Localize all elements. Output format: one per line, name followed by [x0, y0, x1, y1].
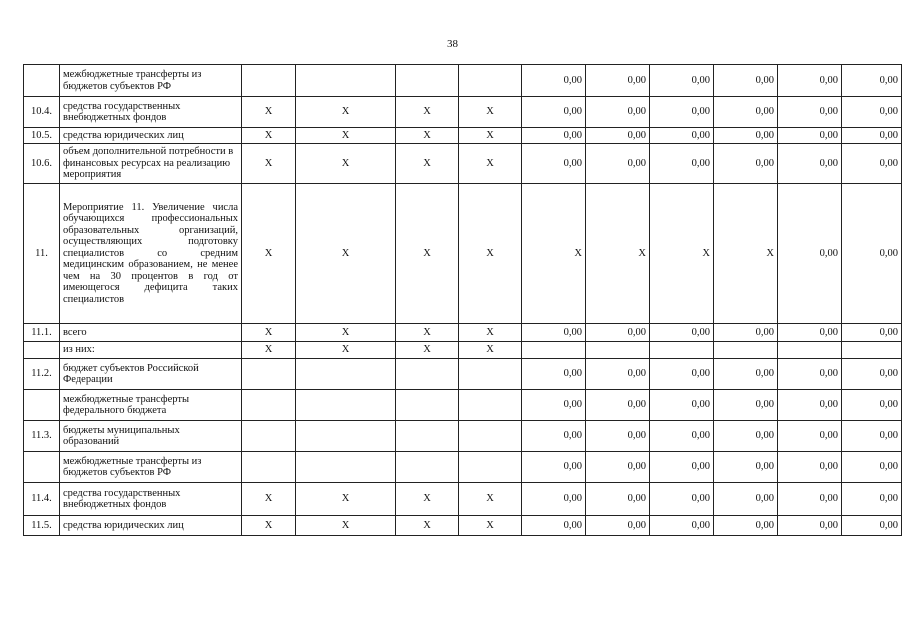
data-cell [242, 65, 296, 97]
data-cell [242, 421, 296, 452]
row-number-cell: 10.5. [24, 128, 60, 144]
data-cell: 0,00 [586, 65, 650, 97]
data-cell: 0,00 [842, 144, 902, 184]
row-description-cell: из них: [60, 342, 242, 359]
data-cell: 0,00 [714, 359, 778, 390]
data-cell: 0,00 [586, 516, 650, 536]
data-cell [459, 65, 522, 97]
row-number-cell [24, 390, 60, 421]
data-cell: 0,00 [522, 452, 586, 483]
data-cell: 0,00 [842, 184, 902, 324]
page-number: 38 [447, 38, 458, 50]
data-cell: 0,00 [714, 421, 778, 452]
data-cell: X [396, 128, 459, 144]
data-cell [296, 390, 396, 421]
data-cell [459, 421, 522, 452]
data-cell [842, 342, 902, 359]
data-cell: X [396, 184, 459, 324]
row-description-cell: объем дополнительной потребности в финансовых ресурсах на реализацию мероприятия [60, 144, 242, 184]
row-number-cell [24, 342, 60, 359]
table-row [24, 324, 902, 342]
data-cell: 0,00 [650, 324, 714, 342]
table-row [24, 128, 902, 144]
data-cell [396, 390, 459, 421]
data-cell: 0,00 [842, 359, 902, 390]
data-cell: 0,00 [714, 65, 778, 97]
data-cell: X [296, 483, 396, 516]
data-cell: 0,00 [714, 483, 778, 516]
data-cell: X [242, 97, 296, 128]
data-cell: X [242, 516, 296, 536]
row-description-cell: межбюджетные трансферты из бюджетов субъектов РФ [60, 65, 242, 97]
row-number-cell: 11.4. [24, 483, 60, 516]
row-number-cell [24, 452, 60, 483]
table-row [24, 483, 902, 516]
data-cell: 0,00 [778, 184, 842, 324]
data-cell: 0,00 [522, 144, 586, 184]
data-cell: 0,00 [842, 483, 902, 516]
data-cell: X [242, 342, 296, 359]
data-cell: X [459, 483, 522, 516]
data-cell: X [296, 128, 396, 144]
data-cell: 0,00 [842, 452, 902, 483]
data-cell: 0,00 [650, 144, 714, 184]
data-cell: 0,00 [778, 452, 842, 483]
data-cell: 0,00 [650, 65, 714, 97]
data-cell: 0,00 [778, 144, 842, 184]
data-cell [296, 359, 396, 390]
data-cell: X [242, 184, 296, 324]
row-description-cell: средства юридических лиц [60, 128, 242, 144]
data-cell: X [242, 483, 296, 516]
data-cell: 0,00 [522, 65, 586, 97]
data-cell [396, 421, 459, 452]
data-cell: 0,00 [650, 421, 714, 452]
data-cell: 0,00 [842, 516, 902, 536]
data-cell [296, 421, 396, 452]
data-cell [459, 390, 522, 421]
data-cell: X [522, 184, 586, 324]
data-cell: X [396, 97, 459, 128]
data-cell: 0,00 [650, 128, 714, 144]
data-cell [459, 452, 522, 483]
row-description-cell: средства юридических лиц [60, 516, 242, 536]
data-cell: 0,00 [586, 97, 650, 128]
data-cell: 0,00 [714, 516, 778, 536]
row-description-cell: всего [60, 324, 242, 342]
data-cell [242, 390, 296, 421]
row-description-cell: средства государственных внебюджетных фондов [60, 483, 242, 516]
data-cell: X [242, 324, 296, 342]
data-cell [522, 342, 586, 359]
data-cell [714, 342, 778, 359]
data-cell: X [396, 144, 459, 184]
data-cell: 0,00 [650, 483, 714, 516]
data-cell: 0,00 [586, 128, 650, 144]
table-row [24, 184, 902, 324]
table-row [24, 359, 902, 390]
row-number-cell: 11.3. [24, 421, 60, 452]
row-number-cell: 10.4. [24, 97, 60, 128]
data-cell: 0,00 [778, 97, 842, 128]
data-cell: 0,00 [842, 65, 902, 97]
data-cell [459, 359, 522, 390]
data-cell: X [242, 144, 296, 184]
data-cell: 0,00 [522, 324, 586, 342]
data-cell: X [296, 97, 396, 128]
table-row [24, 516, 902, 536]
data-cell: X [396, 324, 459, 342]
data-cell: 0,00 [586, 483, 650, 516]
data-cell: 0,00 [714, 97, 778, 128]
data-cell: 0,00 [586, 144, 650, 184]
data-cell: X [459, 324, 522, 342]
data-cell: X [459, 184, 522, 324]
row-description-cell: бюджет субъектов Российской Федерации [60, 359, 242, 390]
row-number-cell [24, 65, 60, 97]
table-row [24, 144, 902, 184]
data-cell: X [396, 483, 459, 516]
row-number-cell: 11. [24, 184, 60, 324]
data-cell: X [296, 144, 396, 184]
data-cell: 0,00 [714, 324, 778, 342]
data-cell: 0,00 [522, 516, 586, 536]
data-cell [778, 342, 842, 359]
budget-table [23, 64, 902, 536]
table-row [24, 421, 902, 452]
data-cell: X [459, 128, 522, 144]
data-cell [396, 65, 459, 97]
row-description-cell: Мероприятие 11. Увеличение числа обучающихся профессиональных образовательных организаций, осуществляющих подготовку специалистов со средним медицинским образованием, не менее чем на 30 процентов в год от имеющегося дефицита таких специалистов [60, 184, 242, 324]
data-cell: 0,00 [778, 421, 842, 452]
data-cell: 0,00 [842, 390, 902, 421]
table-row [24, 65, 902, 97]
data-cell: 0,00 [714, 390, 778, 421]
row-description-cell: средства государственных внебюджетных фондов [60, 97, 242, 128]
data-cell: 0,00 [522, 483, 586, 516]
data-cell: 0,00 [842, 97, 902, 128]
data-cell: 0,00 [842, 128, 902, 144]
data-cell: 0,00 [522, 390, 586, 421]
data-cell: 0,00 [778, 65, 842, 97]
data-cell [396, 452, 459, 483]
data-cell: X [296, 324, 396, 342]
data-cell: 0,00 [586, 324, 650, 342]
data-cell [296, 65, 396, 97]
data-cell: 0,00 [714, 128, 778, 144]
data-cell: X [396, 516, 459, 536]
data-cell: 0,00 [650, 452, 714, 483]
data-cell: 0,00 [650, 390, 714, 421]
data-cell: 0,00 [778, 483, 842, 516]
data-cell: X [242, 128, 296, 144]
row-description-cell: межбюджетные трансферты федерального бюджета [60, 390, 242, 421]
data-cell: X [714, 184, 778, 324]
data-cell [396, 359, 459, 390]
data-cell: 0,00 [842, 324, 902, 342]
data-cell: 0,00 [586, 359, 650, 390]
table-row [24, 452, 902, 483]
data-cell [242, 452, 296, 483]
data-cell: X [396, 342, 459, 359]
data-cell: 0,00 [778, 128, 842, 144]
row-number-cell: 11.2. [24, 359, 60, 390]
data-cell: 0,00 [778, 516, 842, 536]
data-cell: 0,00 [650, 359, 714, 390]
data-cell: X [296, 516, 396, 536]
data-cell: X [459, 342, 522, 359]
data-cell: 0,00 [522, 97, 586, 128]
data-cell: X [586, 184, 650, 324]
data-cell [296, 452, 396, 483]
data-cell: X [296, 342, 396, 359]
data-cell: 0,00 [778, 390, 842, 421]
data-cell: 0,00 [522, 421, 586, 452]
row-number-cell: 10.6. [24, 144, 60, 184]
data-cell: 0,00 [522, 359, 586, 390]
data-cell [650, 342, 714, 359]
row-number-cell: 11.1. [24, 324, 60, 342]
data-cell: 0,00 [586, 421, 650, 452]
row-description-cell: межбюджетные трансферты из бюджетов субъектов РФ [60, 452, 242, 483]
data-cell [586, 342, 650, 359]
data-cell: 0,00 [778, 359, 842, 390]
data-cell: 0,00 [650, 97, 714, 128]
data-cell: X [459, 97, 522, 128]
row-number-cell: 11.5. [24, 516, 60, 536]
data-cell: 0,00 [842, 421, 902, 452]
data-cell: 0,00 [522, 128, 586, 144]
data-cell: X [650, 184, 714, 324]
data-cell: X [296, 184, 396, 324]
table-row [24, 97, 902, 128]
data-cell: 0,00 [586, 452, 650, 483]
data-cell: 0,00 [778, 324, 842, 342]
data-cell: 0,00 [714, 452, 778, 483]
data-cell: 0,00 [714, 144, 778, 184]
data-cell [242, 359, 296, 390]
row-description-cell: бюджеты муниципальных образований [60, 421, 242, 452]
data-cell: 0,00 [586, 390, 650, 421]
data-cell: 0,00 [650, 516, 714, 536]
data-cell: X [459, 144, 522, 184]
table-row [24, 390, 902, 421]
data-cell: X [459, 516, 522, 536]
table-row [24, 342, 902, 359]
